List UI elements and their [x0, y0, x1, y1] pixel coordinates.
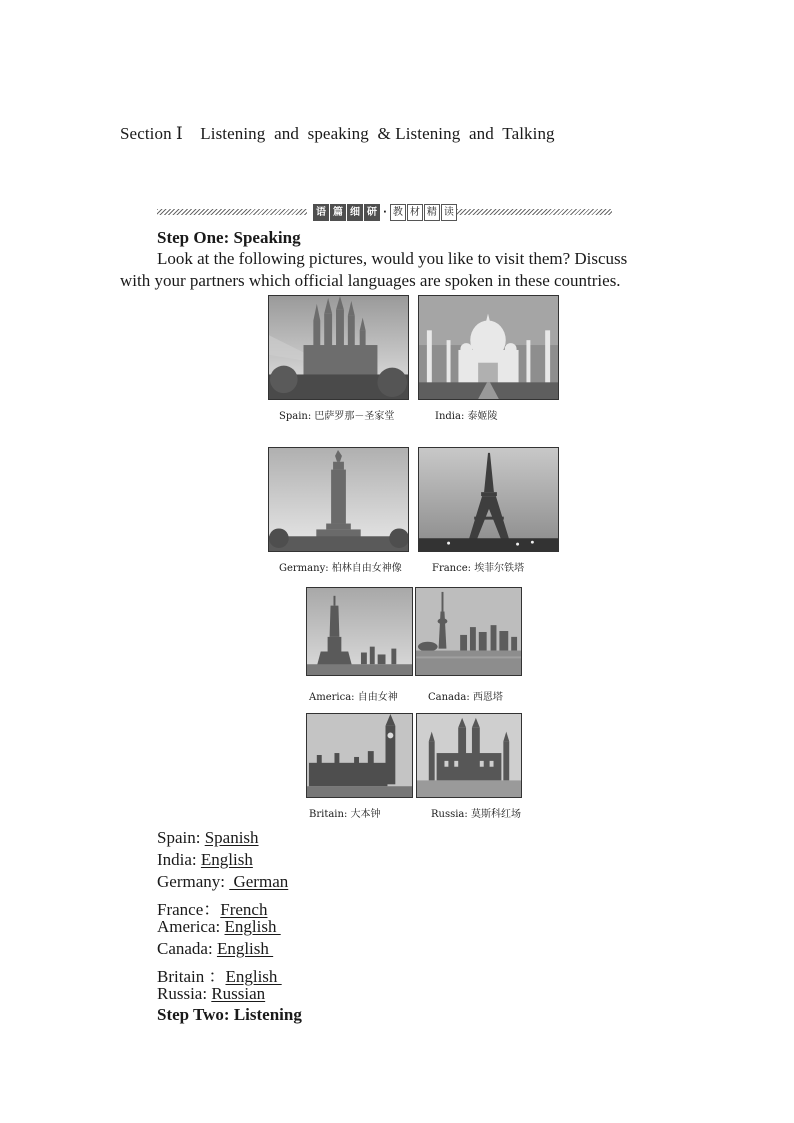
answer-country: India:	[157, 850, 201, 869]
photo-caption-america: America: 自由女神	[309, 692, 398, 703]
answer-germany	[157, 872, 288, 892]
photo-caption-russia: Russia: 莫斯科红场	[431, 809, 521, 820]
step-one-heading: Step One: Speaking	[157, 228, 301, 247]
red-square-photo	[416, 713, 522, 798]
answer-spain	[157, 828, 259, 848]
intro-text-line-1: Look at the following pictures, would you like to visit them? Discuss	[157, 249, 628, 268]
photo-caption-spain: Spain: 巴萨罗那－圣家堂	[279, 411, 395, 422]
banner-char: 细	[347, 204, 363, 221]
answer-canada	[157, 939, 273, 959]
answer-language: English	[216, 939, 274, 958]
answer-country: America:	[157, 917, 225, 936]
answer-country: France：	[157, 900, 221, 919]
banner-char: 读	[441, 204, 457, 221]
banner-char: 精	[424, 204, 440, 221]
answer-country: Russia:	[157, 984, 212, 1003]
banner-char: 研	[364, 204, 380, 221]
banner-char: 语	[313, 204, 329, 221]
answer-language: English	[200, 850, 253, 869]
answer-country: Spain:	[157, 828, 205, 847]
banner-hatch-left	[157, 209, 307, 215]
cn-tower-photo	[415, 587, 522, 676]
section-title: Section Ⅰ Listening and speaking & Listening and Talking	[120, 124, 555, 143]
photo-caption-france: France: 埃菲尔铁塔	[432, 563, 525, 574]
banner-hatch-right	[457, 209, 612, 215]
answer-india	[157, 850, 253, 870]
banner-char: 篇	[330, 204, 346, 221]
banner-separator: ·	[383, 206, 387, 218]
sagrada-familia-photo	[268, 295, 409, 400]
answer-language: Russian	[211, 984, 266, 1003]
answer-language: English	[224, 917, 281, 936]
section-banner	[157, 202, 612, 222]
banner-char: 材	[407, 204, 423, 221]
intro-text-line-2: with your partners which official languages are spoken in these countries.	[120, 271, 621, 290]
answer-language: English	[225, 967, 282, 986]
answer-country: Germany:	[157, 872, 230, 891]
photo-caption-britain: Britain: 大本钟	[309, 809, 381, 820]
answer-russia	[157, 984, 265, 1004]
photo-caption-germany: Germany: 柏林自由女神像	[279, 563, 402, 574]
step-two-heading: Step Two: Listening	[157, 1005, 302, 1024]
answer-country: Canada:	[157, 939, 217, 958]
banner-label	[313, 203, 457, 221]
answer-america	[157, 917, 281, 937]
answer-language: German	[229, 872, 289, 891]
taj-mahal-photo	[418, 295, 559, 400]
banner-char: 教	[390, 204, 406, 221]
statue-of-liberty-photo	[306, 587, 413, 676]
victory-column-photo	[268, 447, 409, 552]
big-ben-photo	[306, 713, 413, 798]
answer-language: French	[220, 900, 268, 919]
photo-caption-canada: Canada: 西恩塔	[428, 692, 503, 703]
eiffel-tower-photo	[418, 447, 559, 552]
answer-country: Britain ：	[157, 967, 226, 986]
answer-language: Spanish	[204, 828, 259, 847]
photo-caption-india: India: 泰姬陵	[435, 411, 498, 422]
